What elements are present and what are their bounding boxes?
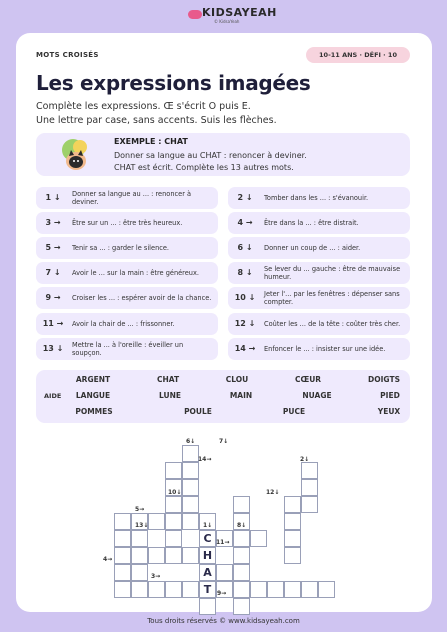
crossword-cell[interactable] [233,581,250,598]
word-bank [36,370,410,423]
grid-clue-label: 1↓ [203,522,213,529]
instruction-line-1: Complète les expressions. Œ s'écrit O puis E. [36,101,251,112]
clue-number: 8 ↓ [237,268,253,277]
instruction-line-2: Une lettre par case, sans accents. Suis les flèches. [36,115,277,126]
crossword-cell[interactable] [284,530,301,547]
clue-number: 1 ↓ [45,193,61,202]
grid-clue-label: 3→ [151,573,161,580]
clue-text: Se lever du ... gauche : être de mauvaise humeur. [264,265,401,281]
instructions [36,100,376,128]
crossword-cell[interactable] [267,581,284,598]
crossword-cell[interactable] [216,564,233,581]
word-bank-word: PUCE [282,407,306,416]
crossword-cell[interactable] [233,496,250,513]
crossword-cell[interactable] [301,581,318,598]
clue-text: Coûter les ... de la tête : coûter très cher. [264,320,401,328]
clue-text: Donner un coup de ... : aider. [264,244,361,252]
clue-card [228,313,410,335]
crossword-cell[interactable] [165,581,182,598]
crossword-cell[interactable] [233,547,250,564]
clue-text: Être dans la ... : être distrait. [264,219,359,227]
grid-clue-label: 4→ [103,556,113,563]
clue-card [36,187,218,209]
level-badge: 10-11 ANS · DÉFI · 10 [306,47,410,63]
prefilled-letter-cell[interactable]: H [199,547,216,564]
logo-tagline: © KidsaYeah [214,19,240,24]
word-bank-label: AIDE [44,392,62,400]
grid-clue-label: 13↓ [135,522,149,529]
clue-text: Être sur un ... : être très heureux. [72,219,183,227]
word-bank-word: POULE [184,407,212,416]
grid-clue-label: 8↓ [237,522,247,529]
crossword-cell[interactable] [182,445,199,462]
crossword-cell[interactable] [233,530,250,547]
clue-card [228,287,410,309]
crossword-cell[interactable] [131,581,148,598]
word-bank-word: CŒUR [294,375,322,384]
crossword-cell[interactable] [284,581,301,598]
crossword-cell[interactable] [165,513,182,530]
grid-clue-label: 10↓ [168,489,182,496]
crossword-cell[interactable] [114,564,131,581]
category-label: MOTS CROISÉS [36,51,99,59]
word-bank-word: POMMES [75,407,113,416]
grid-clue-label: 6↓ [186,438,196,445]
word-bank-word: ARGENT [75,375,111,384]
crossword-cell[interactable] [182,581,199,598]
example-heading: EXEMPLE : CHAT [114,137,188,146]
footer-copyright: Tous droits réservés © www.kidsayeah.com [147,617,300,625]
logo-mark-icon [188,10,202,19]
clue-card [36,338,218,360]
grid-clue-label: 11→ [216,539,230,546]
clue-number: 3 → [45,218,61,227]
crossword-cell[interactable] [165,496,182,513]
crossword-cell[interactable] [165,462,182,479]
clue-number: 6 ↓ [237,243,253,252]
crossword-cell[interactable] [250,581,267,598]
crossword-cell[interactable] [114,530,131,547]
crossword-cell[interactable] [165,547,182,564]
clue-card [36,237,218,259]
word-bank-word: NUAGE [302,391,332,400]
clue-number: 13 ↓ [42,344,64,353]
crossword-cell[interactable] [233,564,250,581]
clue-number: 7 ↓ [45,268,61,277]
crossword-cell[interactable] [182,479,199,496]
crossword-cell[interactable] [182,462,199,479]
crossword-cell[interactable] [114,581,131,598]
crossword-cell[interactable] [114,513,131,530]
crossword-cell[interactable] [250,530,267,547]
clue-card [228,187,410,209]
word-bank-word: DOIGTS [368,375,400,384]
logo-text: KIDSAYEAH [202,6,277,19]
clue-text: Avoir la chair de ... : frissonner. [72,320,175,328]
clue-number: 2 ↓ [237,193,253,202]
clue-number: 10 ↓ [234,293,256,302]
word-bank-word: YEUX [377,407,401,416]
example-line-1: Donner sa langue au CHAT : renoncer à deviner. [114,151,307,160]
word-bank-word: LUNE [158,391,182,400]
clue-text: Avoir le ... sur la main : être généreux. [72,269,199,277]
clue-card [36,287,218,309]
crossword-cell[interactable] [131,547,148,564]
crossword-cell[interactable] [182,496,199,513]
clue-number: 4 → [237,218,253,227]
clue-number: 14 → [234,344,256,353]
grid-clue-label: 5→ [135,506,145,513]
crossword-cell[interactable] [182,547,199,564]
word-bank-word: PIED [380,391,400,400]
grid-clue-label: 12↓ [266,489,280,496]
crossword-cell[interactable] [131,564,148,581]
crossword-cell[interactable] [148,581,165,598]
clue-card [228,237,410,259]
clue-text: Tomber dans les ... : s'évanouir. [264,194,369,202]
word-bank-word: CLOU [225,375,249,384]
example-box [36,133,410,176]
crossword-cell[interactable] [301,462,318,479]
cat-head-icon [58,136,92,172]
clue-text: Enfoncer le ... : insister sur une idée. [264,345,386,353]
crossword-cell[interactable] [199,598,216,615]
clue-text: Croiser les ... : espérer avoir de la chance. [72,294,212,302]
crossword-cell[interactable] [301,479,318,496]
prefilled-letter-cell[interactable]: A [199,564,216,581]
crossword-cell[interactable] [233,598,250,615]
example-line-2: CHAT est écrit. Complète les 13 autres mots. [114,163,294,172]
crossword-cell[interactable] [318,581,335,598]
clue-card [228,212,410,234]
crossword-cell[interactable] [148,513,165,530]
clue-card [36,262,218,284]
crossword-cell[interactable] [284,513,301,530]
clue-number: 12 ↓ [234,319,256,328]
crossword-cell[interactable] [182,513,199,530]
clue-card [228,338,410,360]
crossword-cell[interactable] [284,547,301,564]
prefilled-letter-cell[interactable]: T [199,581,216,598]
crossword-cell[interactable] [131,530,148,547]
clue-card [36,313,218,335]
brand-logo [186,6,277,24]
crossword-cell[interactable] [148,547,165,564]
clue-number: 11 → [42,319,64,328]
clue-text: Jeter l'... par les fenêtres : dépenser sans compter. [264,290,400,306]
crossword-cell[interactable] [284,496,301,513]
clue-card [36,212,218,234]
page-title: Les expressions imagées [36,71,311,95]
word-bank-word: MAIN [229,391,253,400]
clue-card [228,262,410,284]
prefilled-letter-cell[interactable]: C [199,530,216,547]
grid-clue-label: 9→ [217,590,227,597]
clue-number: 9 → [45,293,61,302]
clue-number: 5 → [45,243,61,252]
crossword-cell[interactable] [301,496,318,513]
crossword-cell[interactable] [114,547,131,564]
word-bank-word: CHAT [156,375,180,384]
clue-text: Donner sa langue au ... : renoncer à deviner. [72,190,192,206]
crossword-cell[interactable] [165,530,182,547]
clue-text: Mettre la ... à l'oreille : éveiller un soupçon. [72,341,184,357]
grid-clue-label: 14→ [198,456,212,463]
grid-clue-label: 7↓ [219,438,229,445]
clue-text: Tenir sa ... : garder le silence. [72,244,170,252]
word-bank-word: LANGUE [75,391,111,400]
grid-clue-label: 2↓ [300,456,310,463]
